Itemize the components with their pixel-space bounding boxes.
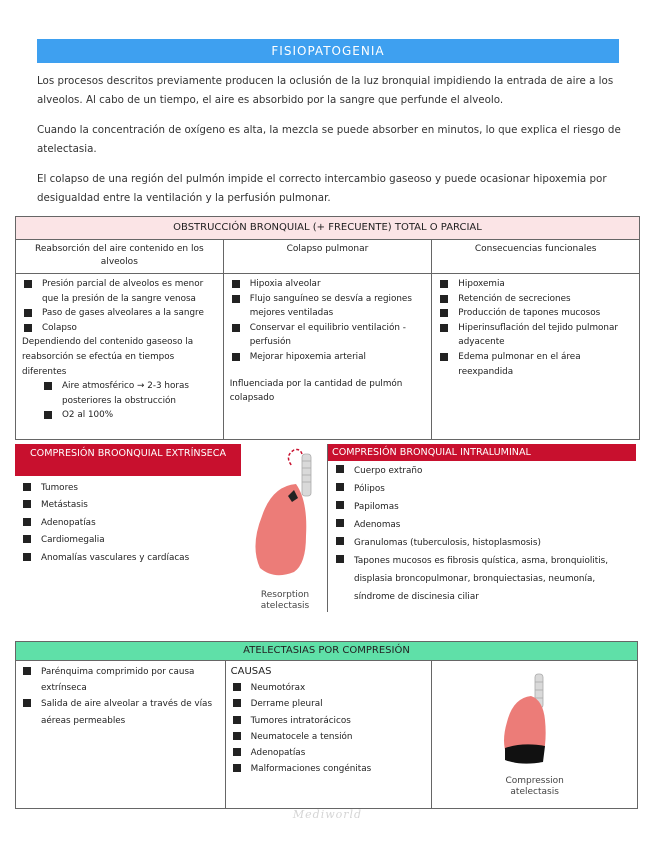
col-header-consequences: Consecuencias funcionales <box>432 240 640 274</box>
list-item: Aire atmosférico → 2-3 horas posteriores la obstrucción <box>42 379 218 408</box>
list-item: Retención de secreciones <box>438 292 634 307</box>
collapse-note: Influenciada por la cantidad de pulmón colapsado <box>229 378 403 404</box>
intraluminal-section <box>328 444 636 606</box>
list-item: Derrame pleural <box>231 696 427 712</box>
list-item: Hipoxemia <box>438 277 634 292</box>
list-item: Producción de tapones mucosos <box>438 306 634 321</box>
list-item: Tapones mucosos es fibrosis quística, asma, bronquiolitis, displasia broncopulmonar, bronquiectasias, neumonía, síndrome de discinesia ciliar <box>334 552 636 606</box>
list-item: Paso de gases alveolares a la sangre <box>22 306 218 321</box>
list-item: Tumores <box>21 480 241 497</box>
resorption-caption-line1: Resorption <box>260 590 310 600</box>
list-item: Neumotórax <box>231 680 427 696</box>
list-item: Adenopatías <box>21 515 241 532</box>
compression-causes-cell <box>225 661 432 809</box>
obstruction-header: OBSTRUCCIÓN BRONQUIAL (+ FRECUENTE) TOTAL O PARCIAL <box>16 217 640 240</box>
compression-table <box>15 641 638 809</box>
list-item: Cuerpo extraño <box>334 462 636 480</box>
compression-lung-illustration <box>495 670 575 770</box>
list-item: Pólipos <box>334 480 636 498</box>
list-item: Neumatocele a tensión <box>231 729 427 745</box>
list-item: Cardiomegalia <box>21 532 241 549</box>
list-item: Tumores intratorácicos <box>231 713 427 729</box>
list-item: Malformaciones congénitas <box>231 761 427 777</box>
compression-header: ATELECTASIAS POR COMPRESIÓN <box>16 642 638 661</box>
consequences-cell <box>432 274 640 440</box>
resorption-caption-line2: atelectasis <box>260 601 310 611</box>
list-item: Colapso <box>22 321 218 336</box>
resorption-figure <box>244 446 326 614</box>
airway-arrow <box>288 450 302 467</box>
reabsorption-cell <box>16 274 224 440</box>
list-item: Conservar el equilibrio ventilación - perfusión <box>230 321 427 350</box>
intraluminal-header: COMPRESIÓN BRONQUIAL INTRALUMINAL <box>328 444 636 461</box>
list-item: Hiperinsuflación del tejido pulmonar adyacente <box>438 321 634 350</box>
compression-mechanism-cell <box>16 661 226 809</box>
collapse-cell <box>223 274 432 440</box>
watermark: Mediworld <box>292 808 363 821</box>
list-item: Edema pulmonar en el área reexpandida <box>438 350 634 379</box>
obstruction-table <box>15 216 640 440</box>
lung-illustration <box>244 446 326 586</box>
effusion-mark <box>505 744 545 763</box>
list-item: Anomalías vasculares y cardíacas <box>21 550 241 567</box>
col-header-collapse: Colapso pulmonar <box>223 240 432 274</box>
compression-caption-line1: Compression <box>505 776 564 787</box>
paragraph-2: Cuando la concentración de oxígeno es alta, la mezcla se puede absorber en minutos, lo que explica el riesgo de atelectasia. <box>37 124 621 155</box>
list-item: Metástasis <box>21 497 241 514</box>
compression-figure-cell <box>432 661 638 809</box>
extrinsic-section <box>15 444 241 567</box>
list-item: Salida de aire alveolar a través de vías aéreas permeables <box>21 696 220 728</box>
paragraph-1: Los procesos descritos previamente producen la oclusión de la luz bronquial impidiendo la entrada de aire a los alveolos. Al cabo de un tiempo, el aire es absorbido por la sangre que perfunde el alveolo. <box>37 75 614 106</box>
col-header-reabsorption: Reabsorción del aire contenido en los alveolos <box>16 240 224 274</box>
page-title: FISIOPATOGENIA <box>37 39 619 63</box>
list-item: Papilomas <box>334 498 636 516</box>
list-item: O2 al 100% <box>42 408 218 423</box>
paragraph-3: El colapso de una región del pulmón impide el correcto intercambio gaseoso y puede ocasionar hipoxemia por desigualdad entre la ventilación y la perfusión pulmonar. <box>37 173 607 204</box>
lung-shape <box>255 484 306 575</box>
causes-label: CAUSAS <box>230 666 272 677</box>
list-item: Flujo sanguíneo se desvía a regiones mejores ventiladas <box>230 292 427 321</box>
reabsorption-note: Dependiendo del contenido gaseoso la reabsorción se efectúa en tiempos diferentes <box>22 337 194 377</box>
compression-caption-line2: atelectasis <box>510 787 559 798</box>
extrinsic-header: COMPRESIÓN BROONQUIAL EXTRÍNSECA <box>15 444 241 476</box>
list-item: Adenopatías <box>231 745 427 761</box>
list-item: Parénquima comprimido por causa extrínseca <box>21 664 220 696</box>
list-item: Granulomas (tuberculosis, histoplasmosis) <box>334 534 636 552</box>
list-item: Adenomas <box>334 516 636 534</box>
list-item: Mejorar hipoxemia arterial <box>230 350 427 365</box>
list-item: Presión parcial de alveolos es menor que la presión de la sangre venosa <box>22 277 218 306</box>
list-item: Hipoxia alveolar <box>230 277 427 292</box>
